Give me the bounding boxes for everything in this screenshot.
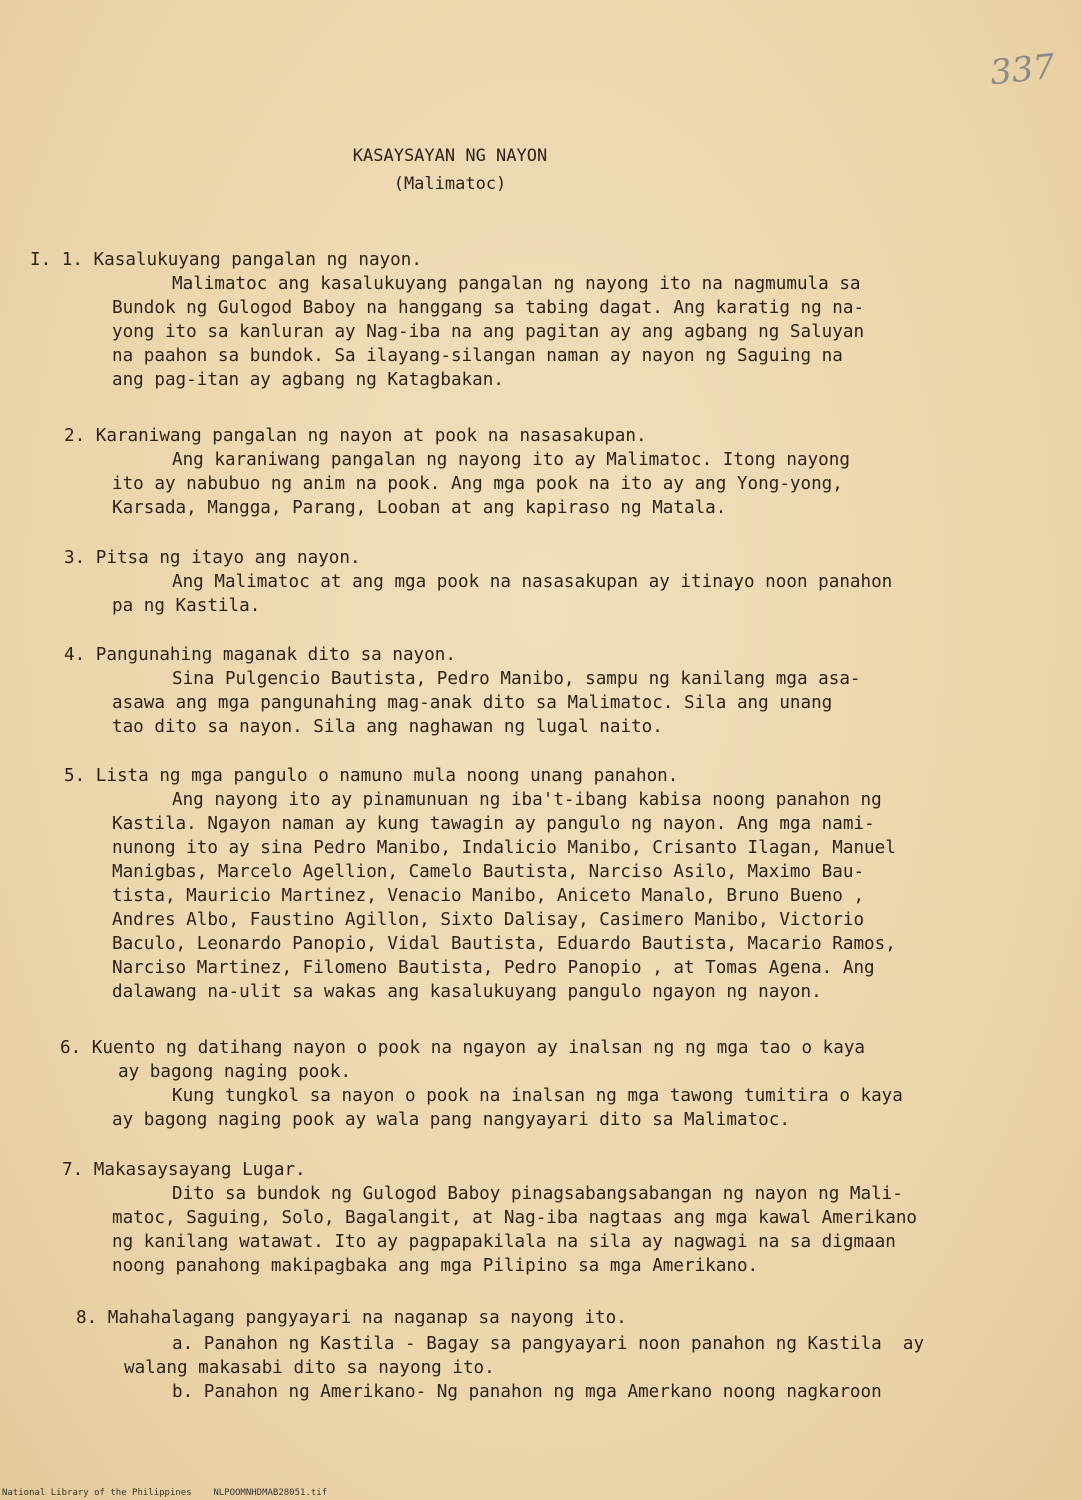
text-line: b. Panahon ng Amerikano- Ng panahon ng mga Amerkano noong nagkaroon bbox=[172, 1382, 882, 1402]
text-line: noong panahong makipagbaka ang mga Pilipino sa mga Amerikano. bbox=[112, 1256, 759, 1276]
text-line: I. 1. Kasalukuyang pangalan ng nayon. bbox=[30, 250, 422, 270]
text-line: Dito sa bundok ng Gulogod Baboy pinagsabangsabangan ng nayon ng Mali- bbox=[172, 1184, 903, 1204]
text-line: ito ay nabubuo ng anim na pook. Ang mga pook na ito ay ang Yong-yong, bbox=[112, 474, 843, 494]
text-line: ang pag-itan ay agbang ng Katagbakan. bbox=[112, 370, 504, 390]
text-line: na paahon sa bundok. Sa ilayang-silangan naman ay nayon ng Saguing na bbox=[112, 346, 843, 366]
text-line: 3. Pitsa ng itayo ang nayon. bbox=[64, 548, 361, 568]
text-line: Ang Malimatoc at ang mga pook na nasasakupan ay itinayo noon panahon bbox=[172, 572, 893, 592]
text-line: matoc, Saguing, Solo, Bagalangit, at Nag-iba nagtaas ang mga kawal Amerikano bbox=[112, 1208, 918, 1228]
text-line: nunong ito ay sina Pedro Manibo, Indalicio Manibo, Crisanto Ilagan, Manuel bbox=[112, 838, 896, 858]
footer-caption: National Library of the Philippines NLPOOMNHDMAB28051.tif bbox=[2, 1488, 328, 1498]
text-line: Baculo, Leonardo Panopio, Vidal Bautista, Eduardo Bautista, Macario Ramos, bbox=[112, 934, 896, 954]
page-number: 337 bbox=[988, 46, 1057, 94]
text-line: asawa ang mga pangunahing mag-anak dito sa Malimatoc. Sila ang unang bbox=[112, 693, 833, 713]
text-line: 8. Mahahalagang pangyayari na naganap sa nayong ito. bbox=[76, 1308, 627, 1328]
text-line: tao dito sa nayon. Sila ang naghawan ng lugal naito. bbox=[112, 717, 663, 737]
text-line: Bundok ng Gulogod Baboy na hanggang sa tabing dagat. Ang karatig ng na- bbox=[112, 298, 865, 318]
text-line: Kastila. Ngayon naman ay kung tawagin ay pangulo ng nayon. Ang mga nami- bbox=[112, 814, 875, 834]
text-line: 7. Makasaysayang Lugar. bbox=[62, 1160, 306, 1180]
text-line: Ang karaniwang pangalan ng nayong ito ay Malimatoc. Itong nayong bbox=[172, 450, 850, 470]
text-line: Ang nayong ito ay pinamunuan ng iba't-ibang kabisa noong panahon ng bbox=[172, 790, 882, 810]
text-line: Narciso Martinez, Filomeno Bautista, Pedro Panopio , at Tomas Agena. Ang bbox=[112, 958, 875, 978]
text-line: Manigbas, Marcelo Agellion, Camelo Bautista, Narciso Asilo, Maximo Bau- bbox=[112, 862, 865, 882]
subtitle-text: (Malimatoc) bbox=[393, 174, 507, 194]
text-line: 6. Kuento ng datihang nayon o pook na ngayon ay inalsan ng ng mga tao o kaya bbox=[60, 1038, 866, 1058]
text-line: tista, Mauricio Martinez, Venacio Manibo, Aniceto Manalo, Bruno Bueno , bbox=[112, 886, 865, 906]
text-line: Andres Albo, Faustino Agillon, Sixto Dalisay, Casimero Manibo, Victorio bbox=[112, 910, 865, 930]
text-line: 5. Lista ng mga pangulo o namuno mula noong unang panahon. bbox=[64, 766, 679, 786]
text-line: Malimatoc ang kasalukuyang pangalan ng nayong ito na nagmumula sa bbox=[172, 274, 861, 294]
text-line: 4. Pangunahing maganak dito sa nayon. bbox=[64, 645, 456, 665]
text-line: walang makasabi dito sa nayong ito. bbox=[124, 1358, 495, 1378]
text-line: ay bagong naging pook. bbox=[118, 1062, 352, 1082]
text-line: pa ng Kastila. bbox=[112, 596, 261, 616]
text-line: 2. Karaniwang pangalan ng nayon at pook na nasasakupan. bbox=[64, 426, 647, 446]
text-line: Kung tungkol sa nayon o pook na inalsan ng mga tawong tumitira o kaya bbox=[172, 1086, 903, 1106]
text-line: Sina Pulgencio Bautista, Pedro Manibo, sampu ng kanilang mga asa- bbox=[172, 669, 861, 689]
text-line: ay bagong naging pook ay wala pang nangyayari dito sa Malimatoc. bbox=[112, 1110, 790, 1130]
text-line: Karsada, Mangga, Parang, Looban at ang kapiraso ng Matala. bbox=[112, 498, 727, 518]
text-line: ng kanilang watawat. Ito ay pagpapakilala na sila ay nagwagi na sa digmaan bbox=[112, 1232, 896, 1252]
text-line: dalawang na-ulit sa wakas ang kasalukuyang pangulo ngayon ng nayon. bbox=[112, 982, 822, 1002]
title-text: KASAYSAYAN NG NAYON bbox=[352, 146, 548, 166]
text-line: yong ito sa kanluran ay Nag-iba na ang pagitan ay ang agbang ng Saluyan bbox=[112, 322, 865, 342]
document-title bbox=[0, 146, 900, 194]
text-line: a. Panahon ng Kastila - Bagay sa pangyayari noon panahon ng Kastila ay bbox=[172, 1334, 925, 1354]
